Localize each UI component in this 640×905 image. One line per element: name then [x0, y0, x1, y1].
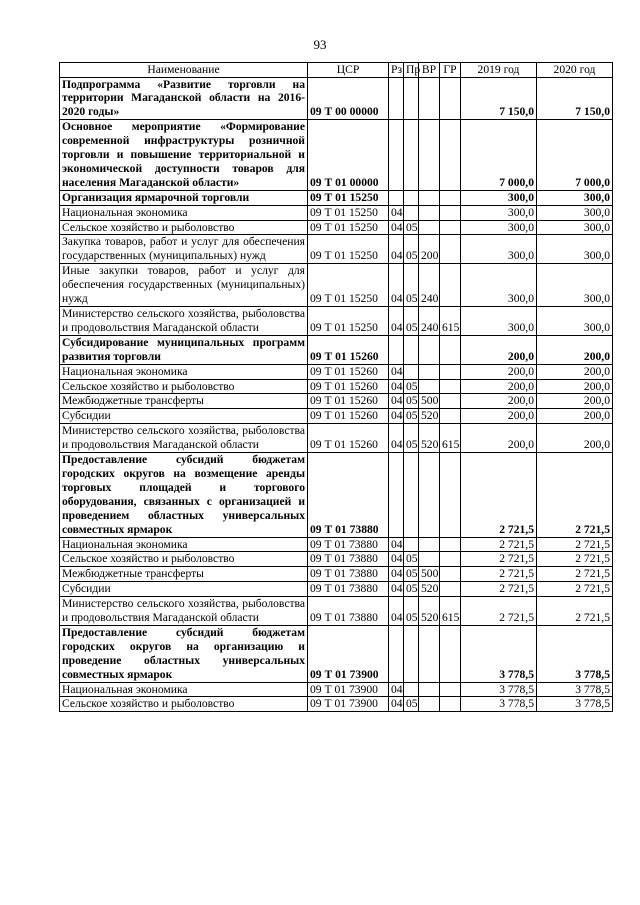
row-amount-2019: 300,0 — [461, 190, 537, 205]
row-pr — [404, 364, 419, 379]
row-gr — [440, 453, 461, 537]
row-amount-2020: 2 721,5 — [537, 567, 613, 582]
row-csr-code: 09 Т 01 73880 — [308, 453, 389, 537]
table-row — [60, 582, 613, 597]
row-amount-2020: 300,0 — [537, 220, 613, 235]
row-name: Субсидирование муниципальных программ развития торговли — [60, 335, 308, 364]
row-csr-code: 09 Т 01 00000 — [308, 120, 389, 191]
row-gr — [440, 120, 461, 191]
row-pr: 05 — [404, 424, 419, 453]
row-amount-2020: 300,0 — [537, 205, 613, 220]
table-row — [60, 77, 613, 120]
row-amount-2019: 3 778,5 — [461, 625, 537, 682]
table-row — [60, 220, 613, 235]
row-amount-2019: 300,0 — [461, 205, 537, 220]
row-gr — [440, 364, 461, 379]
row-amount-2019: 3 778,5 — [461, 697, 537, 712]
row-rz: 04 — [389, 552, 404, 567]
header-name: Наименование — [60, 63, 308, 78]
row-csr-code: 09 Т 01 15250 — [308, 190, 389, 205]
header-pr: Пр — [404, 63, 419, 78]
row-vr — [419, 364, 440, 379]
row-amount-2020: 2 721,5 — [537, 537, 613, 552]
header-2019: 2019 год — [461, 63, 537, 78]
row-gr — [440, 582, 461, 597]
row-csr-code: 09 Т 01 73900 — [308, 625, 389, 682]
row-csr-code: 09 Т 01 15260 — [308, 424, 389, 453]
row-amount-2020: 3 778,5 — [537, 682, 613, 697]
row-name: Межбюджетные трансферты — [60, 567, 308, 582]
row-rz: 04 — [389, 364, 404, 379]
header-rz: Рз — [389, 63, 404, 78]
row-vr — [419, 120, 440, 191]
row-pr: 05 — [404, 379, 419, 394]
row-gr — [440, 697, 461, 712]
table-row — [60, 409, 613, 424]
row-name: Закупка товаров, работ и услуг для обеспечения государственных (муниципальных) нужд — [60, 235, 308, 264]
row-csr-code: 09 Т 01 15260 — [308, 409, 389, 424]
row-amount-2020: 2 721,5 — [537, 582, 613, 597]
table-row — [60, 205, 613, 220]
row-csr-code: 09 Т 01 73900 — [308, 697, 389, 712]
row-pr — [404, 682, 419, 697]
row-vr — [419, 552, 440, 567]
row-rz: 04 — [389, 682, 404, 697]
row-csr-code: 09 Т 01 15260 — [308, 379, 389, 394]
row-rz — [389, 77, 404, 120]
row-pr — [404, 205, 419, 220]
row-rz: 04 — [389, 205, 404, 220]
row-rz: 04 — [389, 394, 404, 409]
row-amount-2020: 300,0 — [537, 264, 613, 307]
table-row — [60, 682, 613, 697]
row-amount-2019: 300,0 — [461, 264, 537, 307]
header-2020: 2020 год — [537, 63, 613, 78]
row-gr — [440, 379, 461, 394]
row-name: Сельское хозяйство и рыболовство — [60, 379, 308, 394]
row-vr — [419, 220, 440, 235]
row-amount-2019: 2 721,5 — [461, 582, 537, 597]
row-vr: 240 — [419, 264, 440, 307]
row-csr-code: 09 Т 01 73880 — [308, 537, 389, 552]
row-amount-2019: 300,0 — [461, 220, 537, 235]
row-pr — [404, 625, 419, 682]
table-row — [60, 335, 613, 364]
row-csr-code: 09 Т 01 73880 — [308, 597, 389, 626]
row-amount-2019: 200,0 — [461, 394, 537, 409]
row-vr — [419, 625, 440, 682]
row-name: Субсидии — [60, 582, 308, 597]
row-rz: 04 — [389, 424, 404, 453]
table-row — [60, 697, 613, 712]
row-vr: 520 — [419, 597, 440, 626]
header-gr: ГР — [440, 63, 461, 78]
row-name: Предоставление субсидий бюджетам городских округов на возмещение аренды торговых площадей и торгового оборудования, связанных с организацией и проведением областных универсальных совместных ярмарок — [60, 453, 308, 537]
row-vr: 520 — [419, 424, 440, 453]
row-amount-2020: 200,0 — [537, 335, 613, 364]
table-row — [60, 190, 613, 205]
table-header-row — [60, 63, 613, 78]
row-name: Национальная экономика — [60, 537, 308, 552]
row-name: Министерство сельского хозяйства, рыболовства и продовольствия Магаданской области — [60, 307, 308, 336]
row-name: Предоставление субсидий бюджетам городских округов на организацию и проведение областных универсальных совместных ярмарок — [60, 625, 308, 682]
table-row — [60, 424, 613, 453]
row-amount-2019: 2 721,5 — [461, 552, 537, 567]
row-gr — [440, 394, 461, 409]
row-name: Организация ярмарочной торговли — [60, 190, 308, 205]
row-csr-code: 09 Т 01 73880 — [308, 552, 389, 567]
row-csr-code: 09 Т 01 73900 — [308, 682, 389, 697]
row-amount-2020: 300,0 — [537, 235, 613, 264]
row-gr — [440, 220, 461, 235]
row-amount-2019: 300,0 — [461, 307, 537, 336]
table-body — [60, 77, 613, 712]
row-vr: 200 — [419, 235, 440, 264]
row-csr-code: 09 Т 01 15250 — [308, 220, 389, 235]
row-pr: 05 — [404, 597, 419, 626]
row-vr — [419, 77, 440, 120]
row-gr — [440, 567, 461, 582]
row-vr — [419, 537, 440, 552]
row-pr: 05 — [404, 394, 419, 409]
row-rz — [389, 335, 404, 364]
table-row — [60, 120, 613, 191]
row-amount-2019: 2 721,5 — [461, 453, 537, 537]
row-pr — [404, 77, 419, 120]
row-vr — [419, 697, 440, 712]
row-amount-2019: 300,0 — [461, 235, 537, 264]
row-rz: 04 — [389, 220, 404, 235]
row-csr-code: 09 Т 00 00000 — [308, 77, 389, 120]
row-gr — [440, 335, 461, 364]
row-name: Национальная экономика — [60, 205, 308, 220]
row-pr: 05 — [404, 409, 419, 424]
row-amount-2019: 7 150,0 — [461, 77, 537, 120]
row-amount-2019: 3 778,5 — [461, 682, 537, 697]
row-name: Межбюджетные трансферты — [60, 394, 308, 409]
row-csr-code: 09 Т 01 73880 — [308, 582, 389, 597]
row-name: Субсидии — [60, 409, 308, 424]
row-rz: 04 — [389, 409, 404, 424]
row-pr: 05 — [404, 582, 419, 597]
table-row — [60, 625, 613, 682]
table-row — [60, 552, 613, 567]
page-number: 93 — [313, 37, 327, 52]
row-amount-2019: 2 721,5 — [461, 567, 537, 582]
row-csr-code: 09 Т 01 15260 — [308, 335, 389, 364]
row-gr — [440, 205, 461, 220]
row-gr — [440, 625, 461, 682]
row-amount-2019: 200,0 — [461, 335, 537, 364]
row-name: Национальная экономика — [60, 364, 308, 379]
row-rz — [389, 453, 404, 537]
header-vr: ВР — [419, 63, 440, 78]
row-vr: 500 — [419, 567, 440, 582]
row-gr — [440, 190, 461, 205]
row-pr: 05 — [404, 235, 419, 264]
row-pr — [404, 335, 419, 364]
row-name: Сельское хозяйство и рыболовство — [60, 220, 308, 235]
row-pr: 05 — [404, 307, 419, 336]
row-amount-2020: 2 721,5 — [537, 552, 613, 567]
row-amount-2020: 2 721,5 — [537, 597, 613, 626]
row-csr-code: 09 Т 01 73880 — [308, 567, 389, 582]
row-gr — [440, 77, 461, 120]
row-amount-2019: 2 721,5 — [461, 597, 537, 626]
row-rz: 04 — [389, 697, 404, 712]
row-pr: 05 — [404, 697, 419, 712]
row-amount-2020: 200,0 — [537, 424, 613, 453]
row-amount-2020: 200,0 — [537, 409, 613, 424]
row-gr — [440, 537, 461, 552]
row-rz: 04 — [389, 582, 404, 597]
row-csr-code: 09 Т 01 15260 — [308, 364, 389, 379]
table-row — [60, 307, 613, 336]
row-gr: 615 — [440, 424, 461, 453]
row-vr: 500 — [419, 394, 440, 409]
row-amount-2020: 7 150,0 — [537, 77, 613, 120]
row-amount-2020: 200,0 — [537, 394, 613, 409]
row-amount-2020: 7 000,0 — [537, 120, 613, 191]
row-csr-code: 09 Т 01 15250 — [308, 307, 389, 336]
table-row — [60, 453, 613, 537]
row-csr-code: 09 Т 01 15250 — [308, 205, 389, 220]
row-rz: 04 — [389, 379, 404, 394]
row-rz: 04 — [389, 235, 404, 264]
row-vr — [419, 453, 440, 537]
row-rz — [389, 120, 404, 191]
row-name: Сельское хозяйство и рыболовство — [60, 552, 308, 567]
row-pr — [404, 537, 419, 552]
row-pr: 05 — [404, 220, 419, 235]
row-amount-2019: 200,0 — [461, 364, 537, 379]
row-vr — [419, 190, 440, 205]
row-vr: 520 — [419, 409, 440, 424]
table-row — [60, 597, 613, 626]
row-rz: 04 — [389, 597, 404, 626]
row-vr — [419, 335, 440, 364]
table-row — [60, 567, 613, 582]
row-amount-2020: 300,0 — [537, 190, 613, 205]
row-rz: 04 — [389, 264, 404, 307]
row-name: Сельское хозяйство и рыболовство — [60, 697, 308, 712]
row-amount-2019: 200,0 — [461, 409, 537, 424]
row-rz: 04 — [389, 307, 404, 336]
table-row — [60, 379, 613, 394]
row-name: Основное мероприятие «Формирование современной инфраструктуры розничной торговли и повышение территориальной и экономической доступности товаров для населения Магаданской области» — [60, 120, 308, 191]
row-amount-2020: 200,0 — [537, 379, 613, 394]
row-pr — [404, 190, 419, 205]
row-vr: 520 — [419, 582, 440, 597]
row-amount-2020: 3 778,5 — [537, 697, 613, 712]
row-amount-2020: 200,0 — [537, 364, 613, 379]
row-amount-2019: 200,0 — [461, 424, 537, 453]
row-csr-code: 09 Т 01 15250 — [308, 235, 389, 264]
row-name: Министерство сельского хозяйства, рыболовства и продовольствия Магаданской области — [60, 424, 308, 453]
table-row — [60, 235, 613, 264]
row-name: Иные закупки товаров, работ и услуг для обеспечения государственных (муниципальных) нужд — [60, 264, 308, 307]
row-gr — [440, 264, 461, 307]
row-pr — [404, 120, 419, 191]
row-rz: 04 — [389, 537, 404, 552]
header-csr: ЦСР — [308, 63, 389, 78]
row-gr: 615 — [440, 307, 461, 336]
row-pr: 05 — [404, 552, 419, 567]
row-amount-2020: 3 778,5 — [537, 625, 613, 682]
row-amount-2019: 7 000,0 — [461, 120, 537, 191]
row-gr — [440, 552, 461, 567]
budget-table — [59, 62, 613, 712]
row-amount-2020: 300,0 — [537, 307, 613, 336]
row-csr-code: 09 Т 01 15260 — [308, 394, 389, 409]
row-amount-2020: 2 721,5 — [537, 453, 613, 537]
row-gr — [440, 235, 461, 264]
row-amount-2019: 200,0 — [461, 379, 537, 394]
row-vr: 240 — [419, 307, 440, 336]
row-vr — [419, 682, 440, 697]
row-rz — [389, 190, 404, 205]
table-row — [60, 264, 613, 307]
row-pr: 05 — [404, 567, 419, 582]
row-vr — [419, 379, 440, 394]
row-rz: 04 — [389, 567, 404, 582]
table-row — [60, 364, 613, 379]
row-vr — [419, 205, 440, 220]
row-amount-2019: 2 721,5 — [461, 537, 537, 552]
row-gr — [440, 409, 461, 424]
row-name: Национальная экономика — [60, 682, 308, 697]
table-row — [60, 394, 613, 409]
row-csr-code: 09 Т 01 15250 — [308, 264, 389, 307]
row-pr: 05 — [404, 264, 419, 307]
row-pr — [404, 453, 419, 537]
row-gr — [440, 682, 461, 697]
row-gr: 615 — [440, 597, 461, 626]
table-row — [60, 537, 613, 552]
row-name: Подпрограмма «Развитие торговли на территории Магаданской области на 2016-2020 годы» — [60, 77, 308, 120]
row-name: Министерство сельского хозяйства, рыболовства и продовольствия Магаданской области — [60, 597, 308, 626]
row-rz — [389, 625, 404, 682]
